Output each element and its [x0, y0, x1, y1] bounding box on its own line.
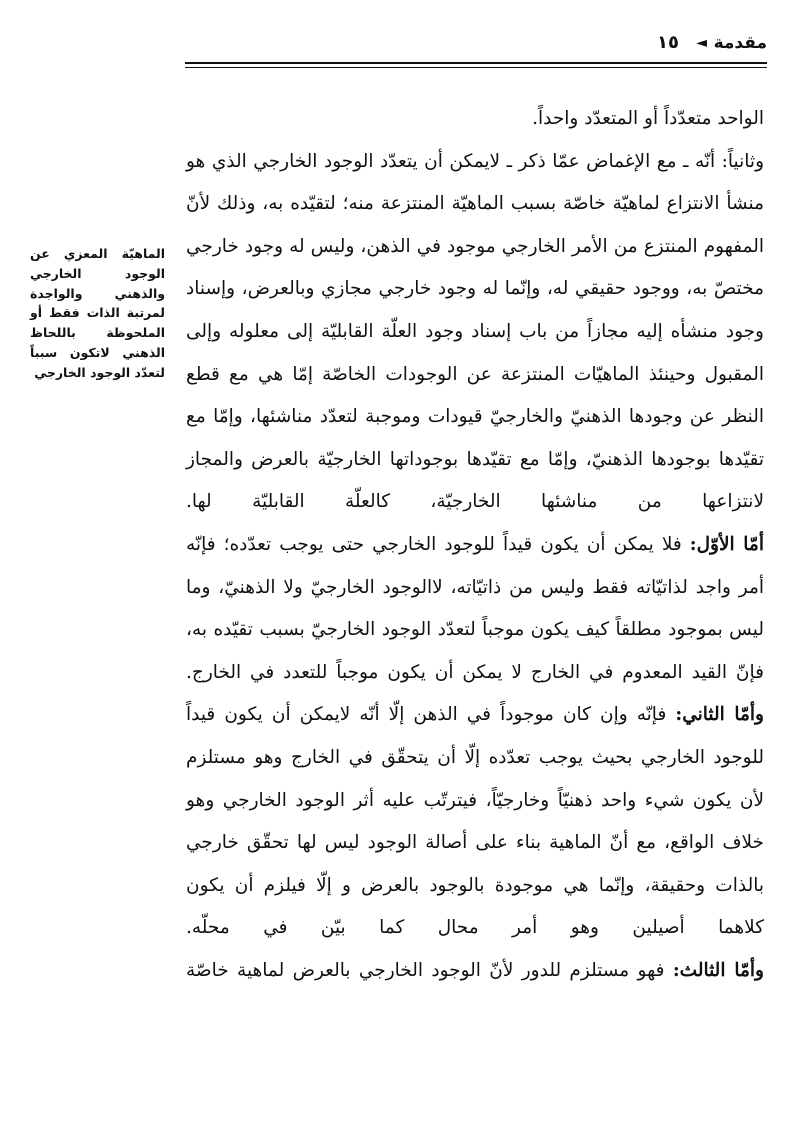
margin-note: الماهيّة المعزي عن الوجود الخارجي والذهني والواجدة لمرتبة الذات فقط أو الملحوظة باللحاظ الذهني لاتكون سبباً لتعدّد الوجود الخارجي [30, 246, 165, 380]
body-text [186, 98, 764, 992]
page-number: ١٥ [657, 32, 679, 53]
header-rule-thin [185, 67, 767, 68]
paragraph-text: فلا يمكن أن يكون قيداً للوجود الخارجي حتى يوجب تعدّده؛ فإنّه أمر واجد لذاتيّاته فقط وليس من ذاتيّاته، لاالوجود الخارجيّ ولا الذهنيّ، وما ليس بموجود مطلقاً كيف يكون موجباً لتعدّد الوجود الخارجيّ بسبب تقيّده به، فإنّ القيد المعدوم في الخارج لا يمكن أن يكون موجباً للتعدد في الخارج. [186, 533, 764, 683]
triangle-marker-icon: ◄ [696, 35, 707, 51]
paragraph-second-case [186, 694, 764, 950]
paragraph-third-case [186, 950, 764, 993]
paragraph-lead: وأمّا الثالث: [672, 959, 764, 981]
paragraph-second-point [186, 141, 764, 524]
paragraph-first-case [186, 524, 764, 694]
page-header [185, 28, 767, 58]
paragraph-continuation: الواحد متعدّداً أو المتعدّد واحداً. [532, 108, 764, 129]
paragraph-lead: وأمّا الثاني: [675, 704, 764, 726]
paragraph-text: فهو مستلزم للدور لأنّ الوجود الخارجي بالعرض لماهية خاصّة [186, 959, 665, 981]
paragraph-lead: أمّا الأوّل: [689, 533, 764, 555]
paragraph-text: وثانياً: أنّه ـ مع الإغماض عمّا ذكر ـ لايمكن أن يتعدّد الوجود الخارجي الذي هو منشأ الانتزاع لماهيّة خاصّة بسبب الماهيّة المنتزعة منه؛ لتقيّده به، وذلك لأنّ المفهوم المنتزع من الأمر الخارجي موجود في الذهن، وليس له وجود خارجي مختصّ به، ووجود حقيقي له، وإنّما له وجود خارجي مجازي وبالعرض، وإسناد وجود منشأه إليه مجازاً من باب إسناد وجود العلّة القابليّة إلى معلوله وإلى المقبول وحينئذ الماهيّات المنتزعة عن الوجودات الخاصّة إمّا هي مع قطع النظر عن وجودها الذهنيّ والخارجيّ قيودات وموجبة لتعدّد مناشئها، وإمّا مع تقيّدها بوجودها الذهنيّ، وإمّا مع تقيّدها بوجوداتها الخارجيّة بالعرض والمجاز لانتزاعها من مناشئها الخارجيّة، كالعلّة القابليّة لها. [186, 150, 764, 513]
paragraph-text: فإنّه وإن كان موجوداً في الذهن إلّا أنّه لايمكن أن يكون قيداً للوجود الخارجي بحيث يوجب تعدّده إلّا أن يتحقّق في الخارج وهو مستلزم لأن يكون شيء واحد ذهنيّاً وخارجيّاً، فيترتّب عليه أثر الوجود الخارجي وهو خلاف الواقع، مع أنّ الماهية بناء على أصالة الوجود ليس لها تحقّق خارجي بالذات وحقيقة، وإنّما هي موجودة بالوجود بالعرض و إلّا فيلزم أن يكون كلاهما أصيلين وهو أمر محال كما بيّن في محلّه. [186, 704, 764, 939]
header-rule-thick [185, 62, 767, 64]
running-title: مقدمة [713, 33, 767, 53]
